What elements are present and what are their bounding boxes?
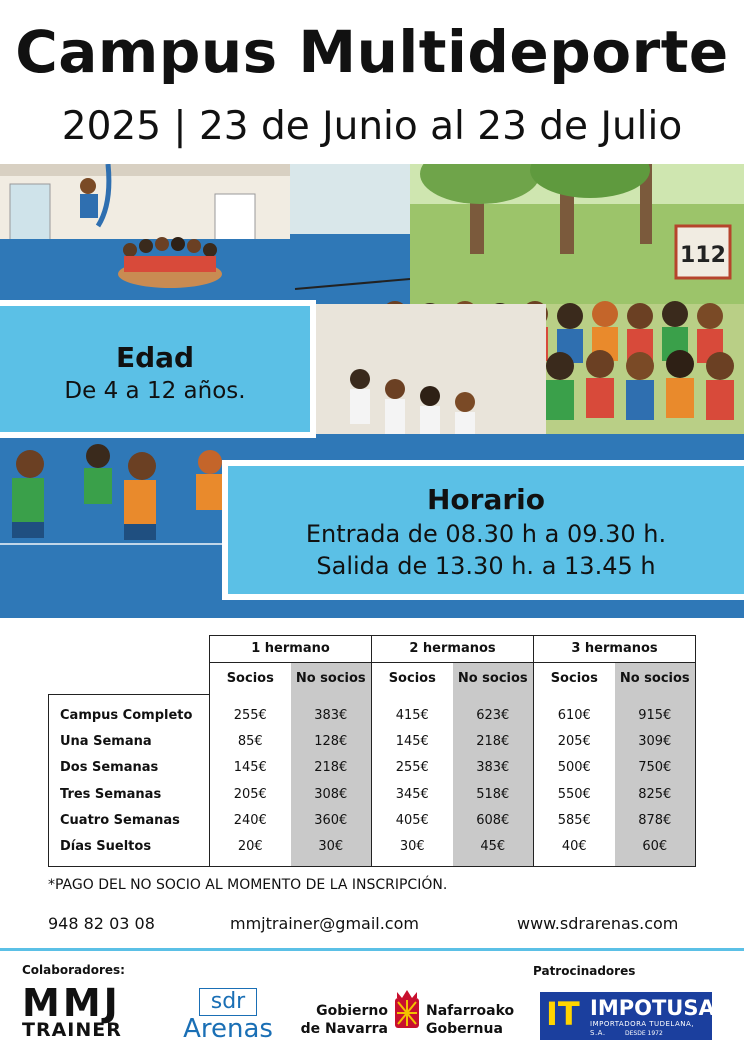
price-cell: 405€	[372, 808, 453, 835]
gobierno-navarra-logo: Gobierno de Navarra Nafarroako Gobernua	[300, 988, 520, 1040]
price-cell: 345€	[372, 781, 453, 808]
price-cell: 825€	[615, 781, 696, 808]
price-cell: 608€	[453, 808, 534, 835]
price-cell: 585€	[534, 808, 615, 835]
price-cell: 30€	[372, 834, 453, 866]
price-cell: 40€	[534, 834, 615, 866]
price-cell: 218€	[453, 728, 534, 755]
price-cell: 750€	[615, 755, 696, 782]
price-cell: 383€	[291, 694, 372, 728]
schedule-box	[222, 460, 744, 600]
price-cell: 30€	[291, 834, 372, 866]
price-cell: 218€	[291, 755, 372, 782]
column-header: Socios	[534, 662, 615, 694]
price-cell: 20€	[210, 834, 291, 866]
navarra-shield-icon	[392, 988, 422, 1038]
price-cell: 308€	[291, 781, 372, 808]
collaborators-label: Colaboradores:	[22, 963, 125, 977]
group-header: 1 hermano	[210, 636, 372, 663]
price-cell: 383€	[453, 755, 534, 782]
sdr-arenas-logo: sdr Arenas	[183, 989, 273, 1044]
price-cell: 205€	[210, 781, 291, 808]
website-link[interactable]: www.sdrarenas.com	[517, 914, 679, 933]
price-cell: 60€	[615, 834, 696, 866]
row-label: Cuatro Semanas	[49, 808, 210, 835]
price-cell: 45€	[453, 834, 534, 866]
table-row	[49, 808, 696, 835]
divider	[0, 948, 744, 951]
price-cell: 415€	[372, 694, 453, 728]
mmj-trainer-logo: MMJ TRAINER	[22, 981, 122, 1041]
payment-note: *PAGO DEL NO SOCIO AL MOMENTO DE LA INSCRIPCIÓN.	[48, 877, 448, 893]
price-cell: 610€	[534, 694, 615, 728]
impotusa-logo: IT IMPOTUSA IMPORTADORA TUDELANA, S.A. DESDE 1972	[540, 992, 712, 1040]
schedule-exit: Salida de 13.30 h. a 13.45 h	[316, 552, 656, 580]
row-label: Dos Semanas	[49, 755, 210, 782]
row-label: Una Semana	[49, 728, 210, 755]
price-cell: 255€	[210, 694, 291, 728]
price-cell: 915€	[615, 694, 696, 728]
column-header: No socios	[615, 662, 696, 694]
table-row	[49, 728, 696, 755]
column-header: No socios	[291, 662, 372, 694]
group-header: 2 hermanos	[372, 636, 534, 663]
table-row	[49, 694, 696, 728]
price-cell: 205€	[534, 728, 615, 755]
age-heading: Edad	[115, 341, 195, 374]
table-row	[49, 781, 696, 808]
schedule-heading: Horario	[426, 483, 545, 516]
price-cell: 240€	[210, 808, 291, 835]
schedule-entry: Entrada de 08.30 h a 09.30 h.	[305, 520, 667, 548]
row-label: Campus Completo	[49, 694, 210, 728]
price-cell: 518€	[453, 781, 534, 808]
email-link[interactable]: mmjtrainer@gmail.com	[230, 914, 419, 933]
column-header: Socios	[372, 662, 453, 694]
price-cell: 255€	[372, 755, 453, 782]
row-label: Días Sueltos	[49, 834, 210, 866]
price-cell: 309€	[615, 728, 696, 755]
price-cell: 360€	[291, 808, 372, 835]
table-row	[49, 755, 696, 782]
price-cell: 500€	[534, 755, 615, 782]
page-title: Campus Multideporte	[15, 18, 729, 86]
price-table	[48, 635, 696, 867]
column-header: Socios	[210, 662, 291, 694]
row-label: Tres Semanas	[49, 781, 210, 808]
group-header: 3 hermanos	[534, 636, 696, 663]
column-header: No socios	[453, 662, 534, 694]
price-cell: 128€	[291, 728, 372, 755]
sponsors-label: Patrocinadores	[533, 964, 636, 978]
table-row	[49, 834, 696, 866]
age-box	[0, 300, 316, 438]
page-subtitle: 2025 | 23 de Junio al 23 de Julio	[61, 104, 683, 149]
table-subheader	[49, 662, 696, 694]
price-cell: 85€	[210, 728, 291, 755]
sign-number: 112	[680, 243, 726, 268]
price-cell: 145€	[372, 728, 453, 755]
price-cell: 550€	[534, 781, 615, 808]
age-text: De 4 a 12 años.	[64, 378, 246, 404]
price-cell: 623€	[453, 694, 534, 728]
table-group-header	[49, 636, 696, 663]
price-cell: 878€	[615, 808, 696, 835]
price-cell: 145€	[210, 755, 291, 782]
phone-number: 948 82 03 08	[48, 914, 155, 933]
